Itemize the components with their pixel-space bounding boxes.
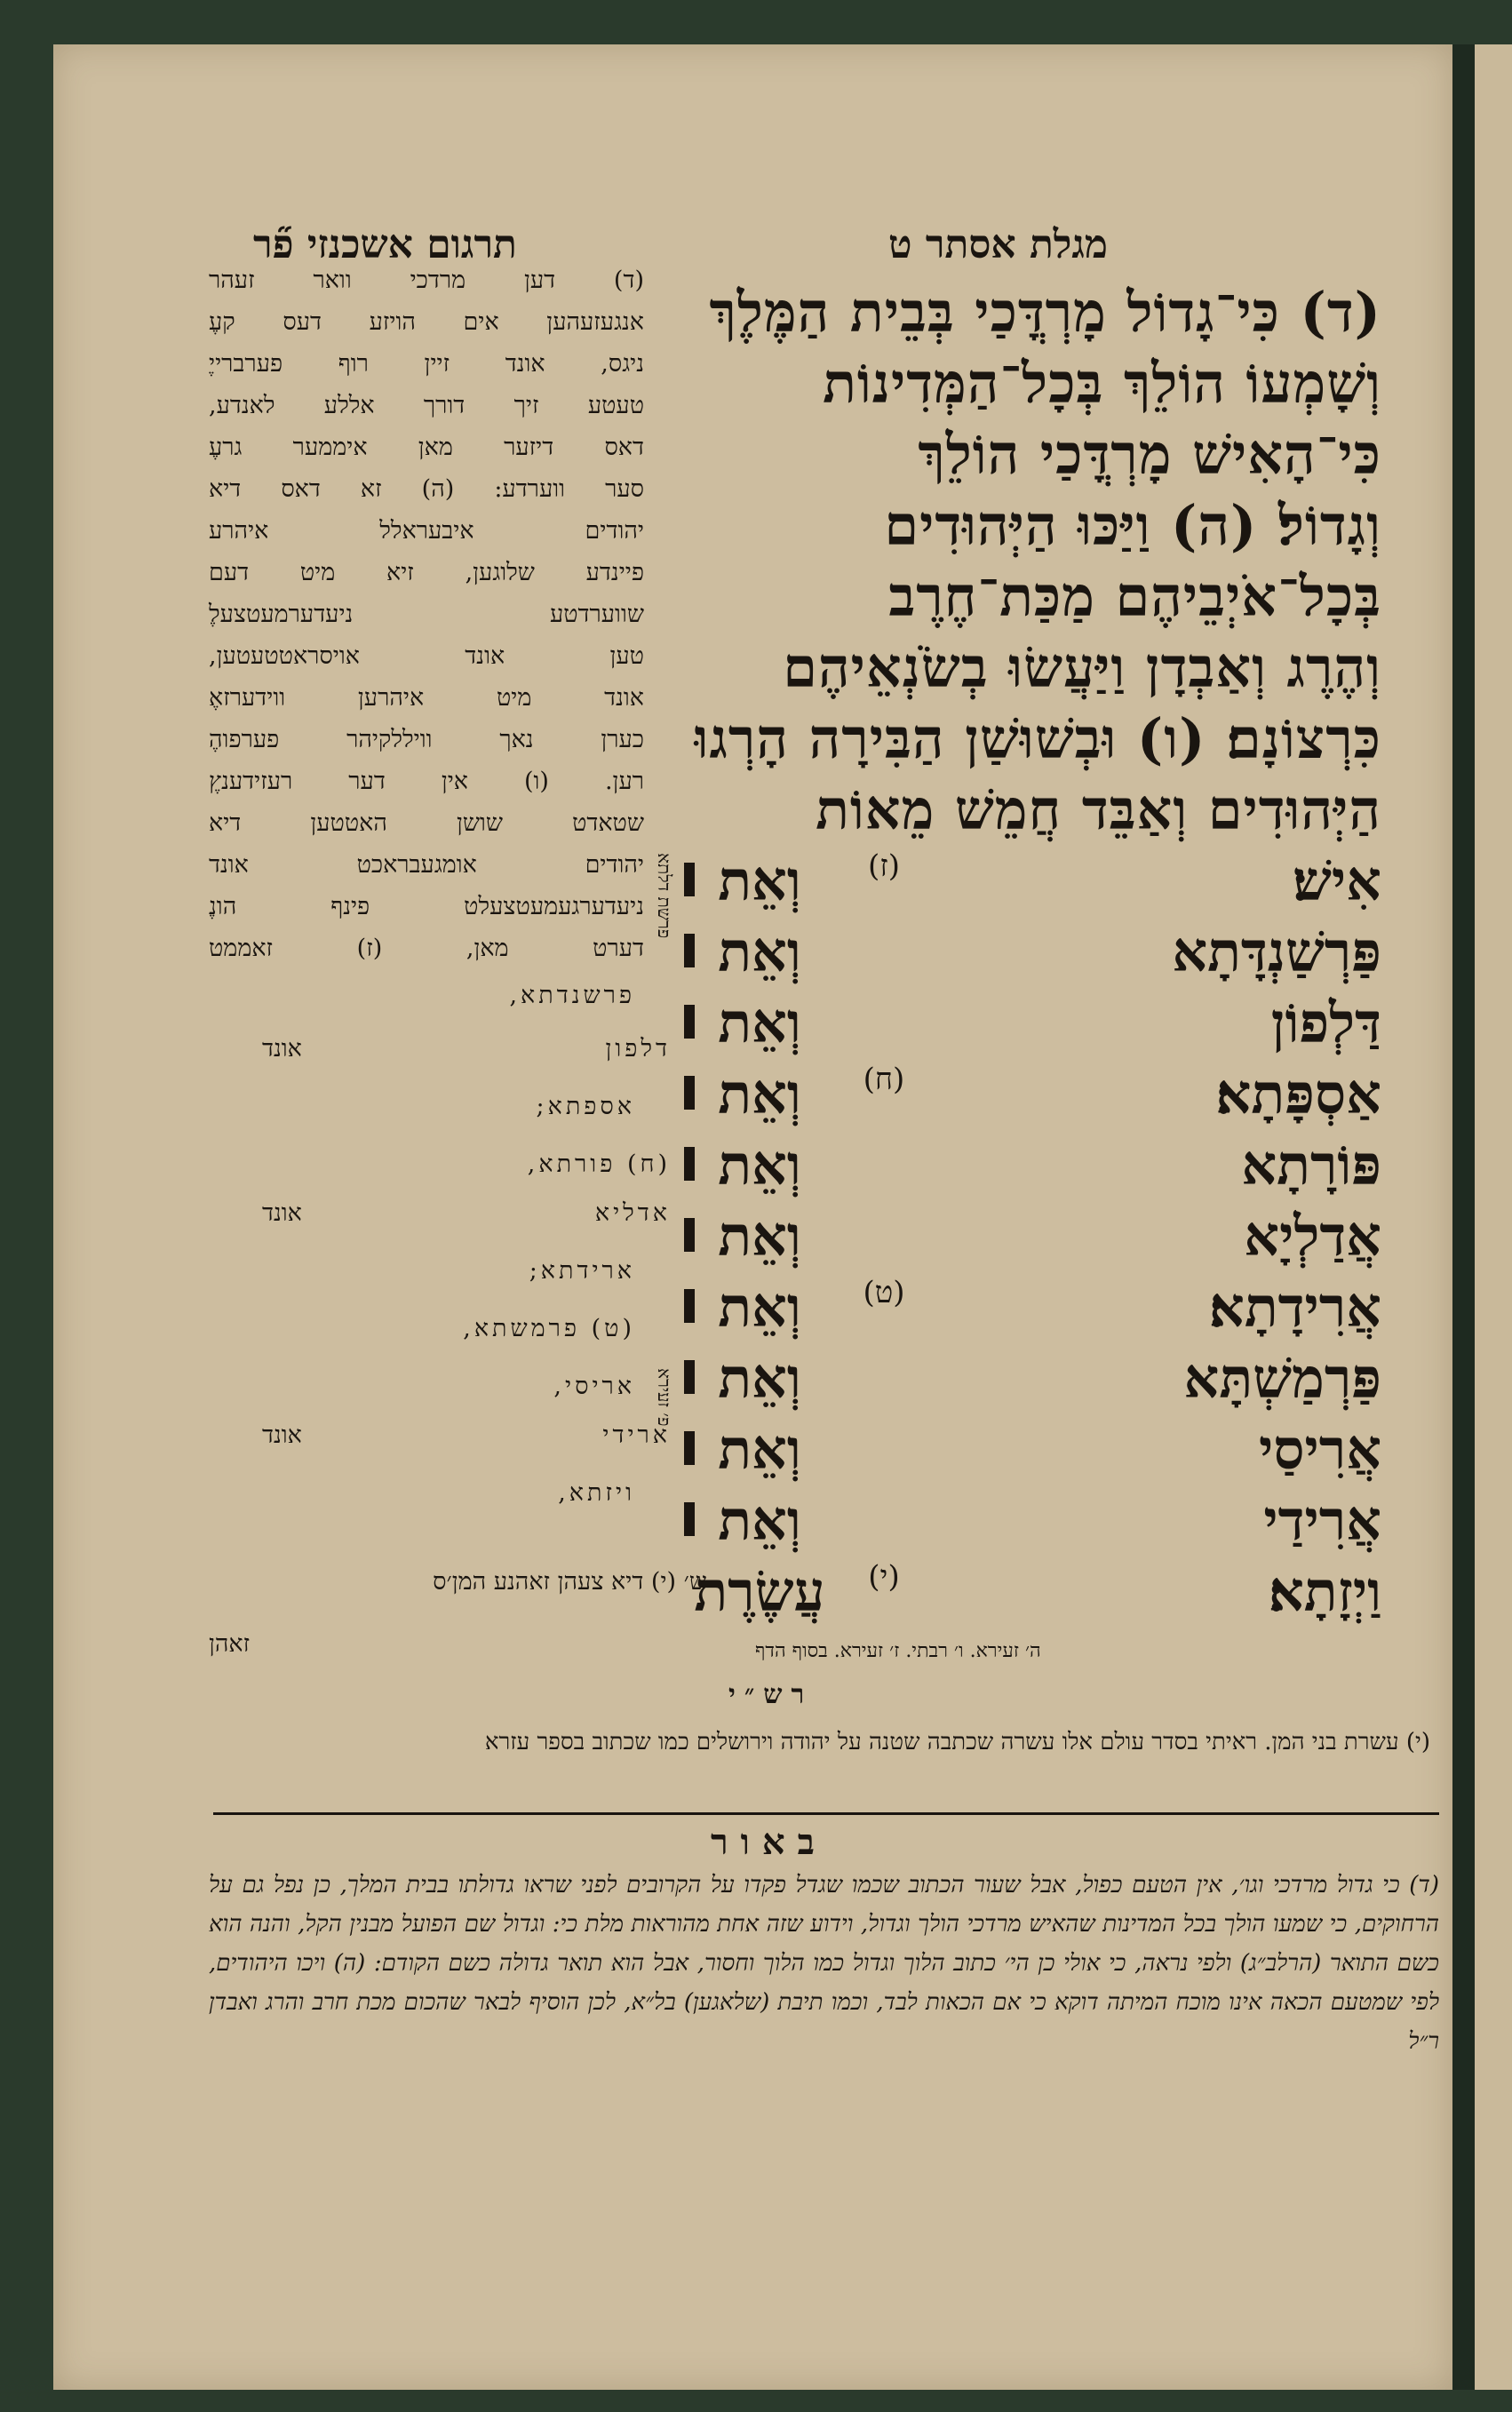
targum-line: טעטע זיך דורך אללע לאנדע,	[209, 392, 644, 419]
megillah-header: מגלת אסתר ט	[888, 222, 1108, 267]
book-gutter	[1452, 44, 1475, 2390]
main-text-line: הַיְּהוּדִים וְאַבֵּד חֲמֵשׁ מֵאוֹת	[816, 777, 1381, 842]
son-name: אֲדַלְיָא	[1244, 1204, 1381, 1269]
targum-line: רען. (ו) אין דער רעזידענץֶ	[209, 768, 644, 795]
son-name: אֲרִיסַי	[1258, 1417, 1381, 1482]
targum-line: דאס דיזער מאן איממער גרעֶ	[209, 434, 644, 461]
vaet-word: וְאֵת	[718, 848, 801, 913]
targum-line: יהודים אומגעבראכט אונד	[209, 851, 644, 879]
targum-item	[209, 982, 706, 1017]
targum-line: כערן נאך וויללקיהר פערפוהֶ	[209, 726, 644, 753]
targum-item	[209, 1035, 706, 1071]
vaet-word: וְאֵת	[718, 1275, 801, 1340]
son-name: אַסְפָּתָא׃	[1215, 1062, 1381, 1126]
son-name: וַיְזָתָא׃	[1268, 1559, 1381, 1624]
rashi-title: רש״י	[728, 1679, 814, 1710]
targum-word: אריסי,	[553, 1373, 635, 1400]
verse-marker: (ט)	[863, 1275, 905, 1310]
vaet-word: וְאֵת	[718, 1488, 801, 1553]
son-name: אִישׁ׃	[1293, 848, 1381, 913]
targum-line: פיינדע שלוגען, זיא מיט דעם	[209, 559, 644, 586]
biur-text: (ד) כי גדול מרדכי וגו׳, אין הטעם כפול, אבל שעור הכתוב שכמו שגדל פקדו על הקרובים לפני שראו גדולתו בבית המלך, כן נפל גם על הרחוקים, כי שמעו הולך בכל המדינות שהאיש מרדכי הולך וגדול, וידוע שזה אחת מהוראות מלת כי: וגדול שם הפועל מבנין הקל, והנה הוא כשם התואר (הרלב״ג) ולפי נראה, כי אולי כן הי׳ כתוב הלוך וגדול כמו הלוך וחסור, אבל הוא תואר גדולה כשם הקודם: (ה) ויכו היהודים, לפי שמטעם הכאה אינו מוכח המיתה דוקא כי אם הכאות לבד, וכמו תיבת (שלאגען) בל״א, לכן הוסיף לבאר שהכום מכת חרב והרג ואבדן ר״ל	[209, 1872, 1439, 2055]
targum-line: שווערדטע ניעדערמעטצעלֶ	[209, 601, 644, 628]
vaet-word: וְאֵת	[718, 1062, 801, 1126]
son-name: דַּלְפוֹן	[1270, 991, 1381, 1055]
targum-line: דערט מאן, (ז) זאממט	[209, 935, 644, 962]
divider-rule	[213, 1812, 1439, 1815]
targum-word: (ט) פרמשתא,	[463, 1315, 635, 1342]
targum-word: אספתא;	[536, 1093, 635, 1120]
targum-item	[209, 1257, 706, 1293]
targum-item	[209, 1421, 706, 1457]
verse-marker: (ז)	[867, 848, 900, 884]
targum-line: ניעדערגעמעטצעלט פינף הונֶ	[209, 893, 644, 920]
targum-line: שטאדט שושן האטטען דיא	[209, 809, 644, 837]
targum-word: דלפון	[605, 1035, 671, 1063]
targum-header: תרגום אשכנזי פ֞ר	[253, 222, 517, 267]
targum-line: (ד) דען מרדכי וואר זעהר	[209, 267, 644, 294]
son-name: פַּרְשַׁנְדָּתָא	[1172, 919, 1381, 984]
margin-note: פ׳ זעירא	[654, 1368, 675, 1427]
main-text-line: וְשָׁמְעוֹ הוֹלֵךְ בְּכָל־הַמְּדִינוֹת	[823, 351, 1381, 416]
main-text-line: וְהֶרֶג וְאַבְדָן וַיַּעֲשׂוּ בְשֹׂנְאֵיהֶם	[783, 635, 1381, 700]
targum-und: אונד	[262, 1035, 302, 1063]
targum-line: יהודים איבעראלל איהרע	[209, 517, 644, 545]
son-name: אֲרִידָתָא׃	[1209, 1275, 1381, 1340]
main-text-line: בְּכָל־אֹיְבֵיהֶם מַכַּת־חֶרֶב	[888, 564, 1381, 629]
targum-word: ארידי	[602, 1421, 671, 1449]
targum-item	[209, 1373, 706, 1408]
vaet-word: וְאֵת	[718, 919, 801, 984]
book-page	[53, 44, 1452, 2390]
margin-note: פרשת דלתא	[654, 853, 675, 939]
targum-line: טען אונד אויסראטטעטען,	[209, 642, 644, 670]
targum-line: ניגס, אונד זיין רוף פערברייֶ	[209, 350, 644, 378]
biur-title: באור	[711, 1821, 827, 1863]
son-name: פַּרְמַשְׁתָּא	[1183, 1346, 1381, 1411]
vaet-word: וְאֵת	[718, 1133, 801, 1198]
targum-last-line: ש׳ (י) דיא צעהן זאהנע המן׳ס	[433, 1568, 706, 1596]
vaet-word: וְאֵת	[718, 1346, 801, 1411]
verse-marker: (ח)	[863, 1062, 905, 1097]
targum-word: אדליא	[594, 1199, 671, 1227]
targum-item	[209, 1479, 706, 1515]
main-text-line: (ד) כִּי־גָדוֹל מָרְדֳּכַי בְּבֵית הַמֶּלֶךְ	[709, 280, 1381, 345]
targum-word: ויזתא,	[558, 1479, 635, 1507]
targum-word: פרשנדתא,	[509, 982, 635, 1009]
targum-line: אונד מיט איהרען ווידערזאֶ	[209, 684, 644, 712]
targum-item	[209, 1315, 706, 1350]
targum-item	[209, 1150, 706, 1186]
vaet-word: וְאֵת	[718, 991, 801, 1055]
targum-und: אונד	[262, 1421, 302, 1449]
vaet-word: וְאֵת	[718, 1417, 801, 1482]
son-name: אֲרִידַי	[1263, 1488, 1381, 1553]
masorah-notes: ה׳ זעירא. ו׳ רבתי. ז׳ זעירא. בסוף הדף	[755, 1640, 1041, 1662]
facing-page-edge	[1475, 44, 1512, 2390]
main-text-line: כִּי־הָאִישׁ מָרְדֳּכַי הוֹלֵךְ	[918, 422, 1381, 487]
main-text-line: כִּרְצוֹנָם׃ (ו) וּבְשׁוּשַׁן הַבִּירָה הָרְגוּ	[694, 706, 1381, 771]
catchword: זאהן	[209, 1630, 251, 1658]
targum-line: סער ווערדע: (ה) זא דאס דיא	[209, 475, 644, 503]
targum-und: אונד	[262, 1199, 302, 1227]
targum-word: ארידתא;	[529, 1257, 635, 1285]
targum-item	[209, 1199, 706, 1235]
targum-item	[209, 1093, 706, 1128]
column-bar	[684, 934, 695, 967]
vaet-word: וְאֵת	[718, 1204, 801, 1269]
main-text-line: וְגָדוֹל׃ (ה) וַיַּכּוּ הַיְּהוּדִים	[884, 493, 1381, 558]
son-name: פּוֹרָתָא	[1241, 1133, 1381, 1198]
vaet-word: עֲשֶׂרֶת	[694, 1559, 825, 1624]
verse-marker: (י)	[868, 1559, 900, 1595]
targum-line: אנגעזעהען אים הויזע דעס קעֶ	[209, 308, 644, 336]
rashi-text: (י) עשרת בני המן. ראיתי בסדר עולם אלו עשרה שכתבה שטנה על יהודה וירושלים כמו שכתוב בספר עזרא	[484, 1729, 1430, 1755]
column-bar	[684, 863, 695, 896]
targum-word: (ח) פורתא,	[527, 1150, 671, 1178]
